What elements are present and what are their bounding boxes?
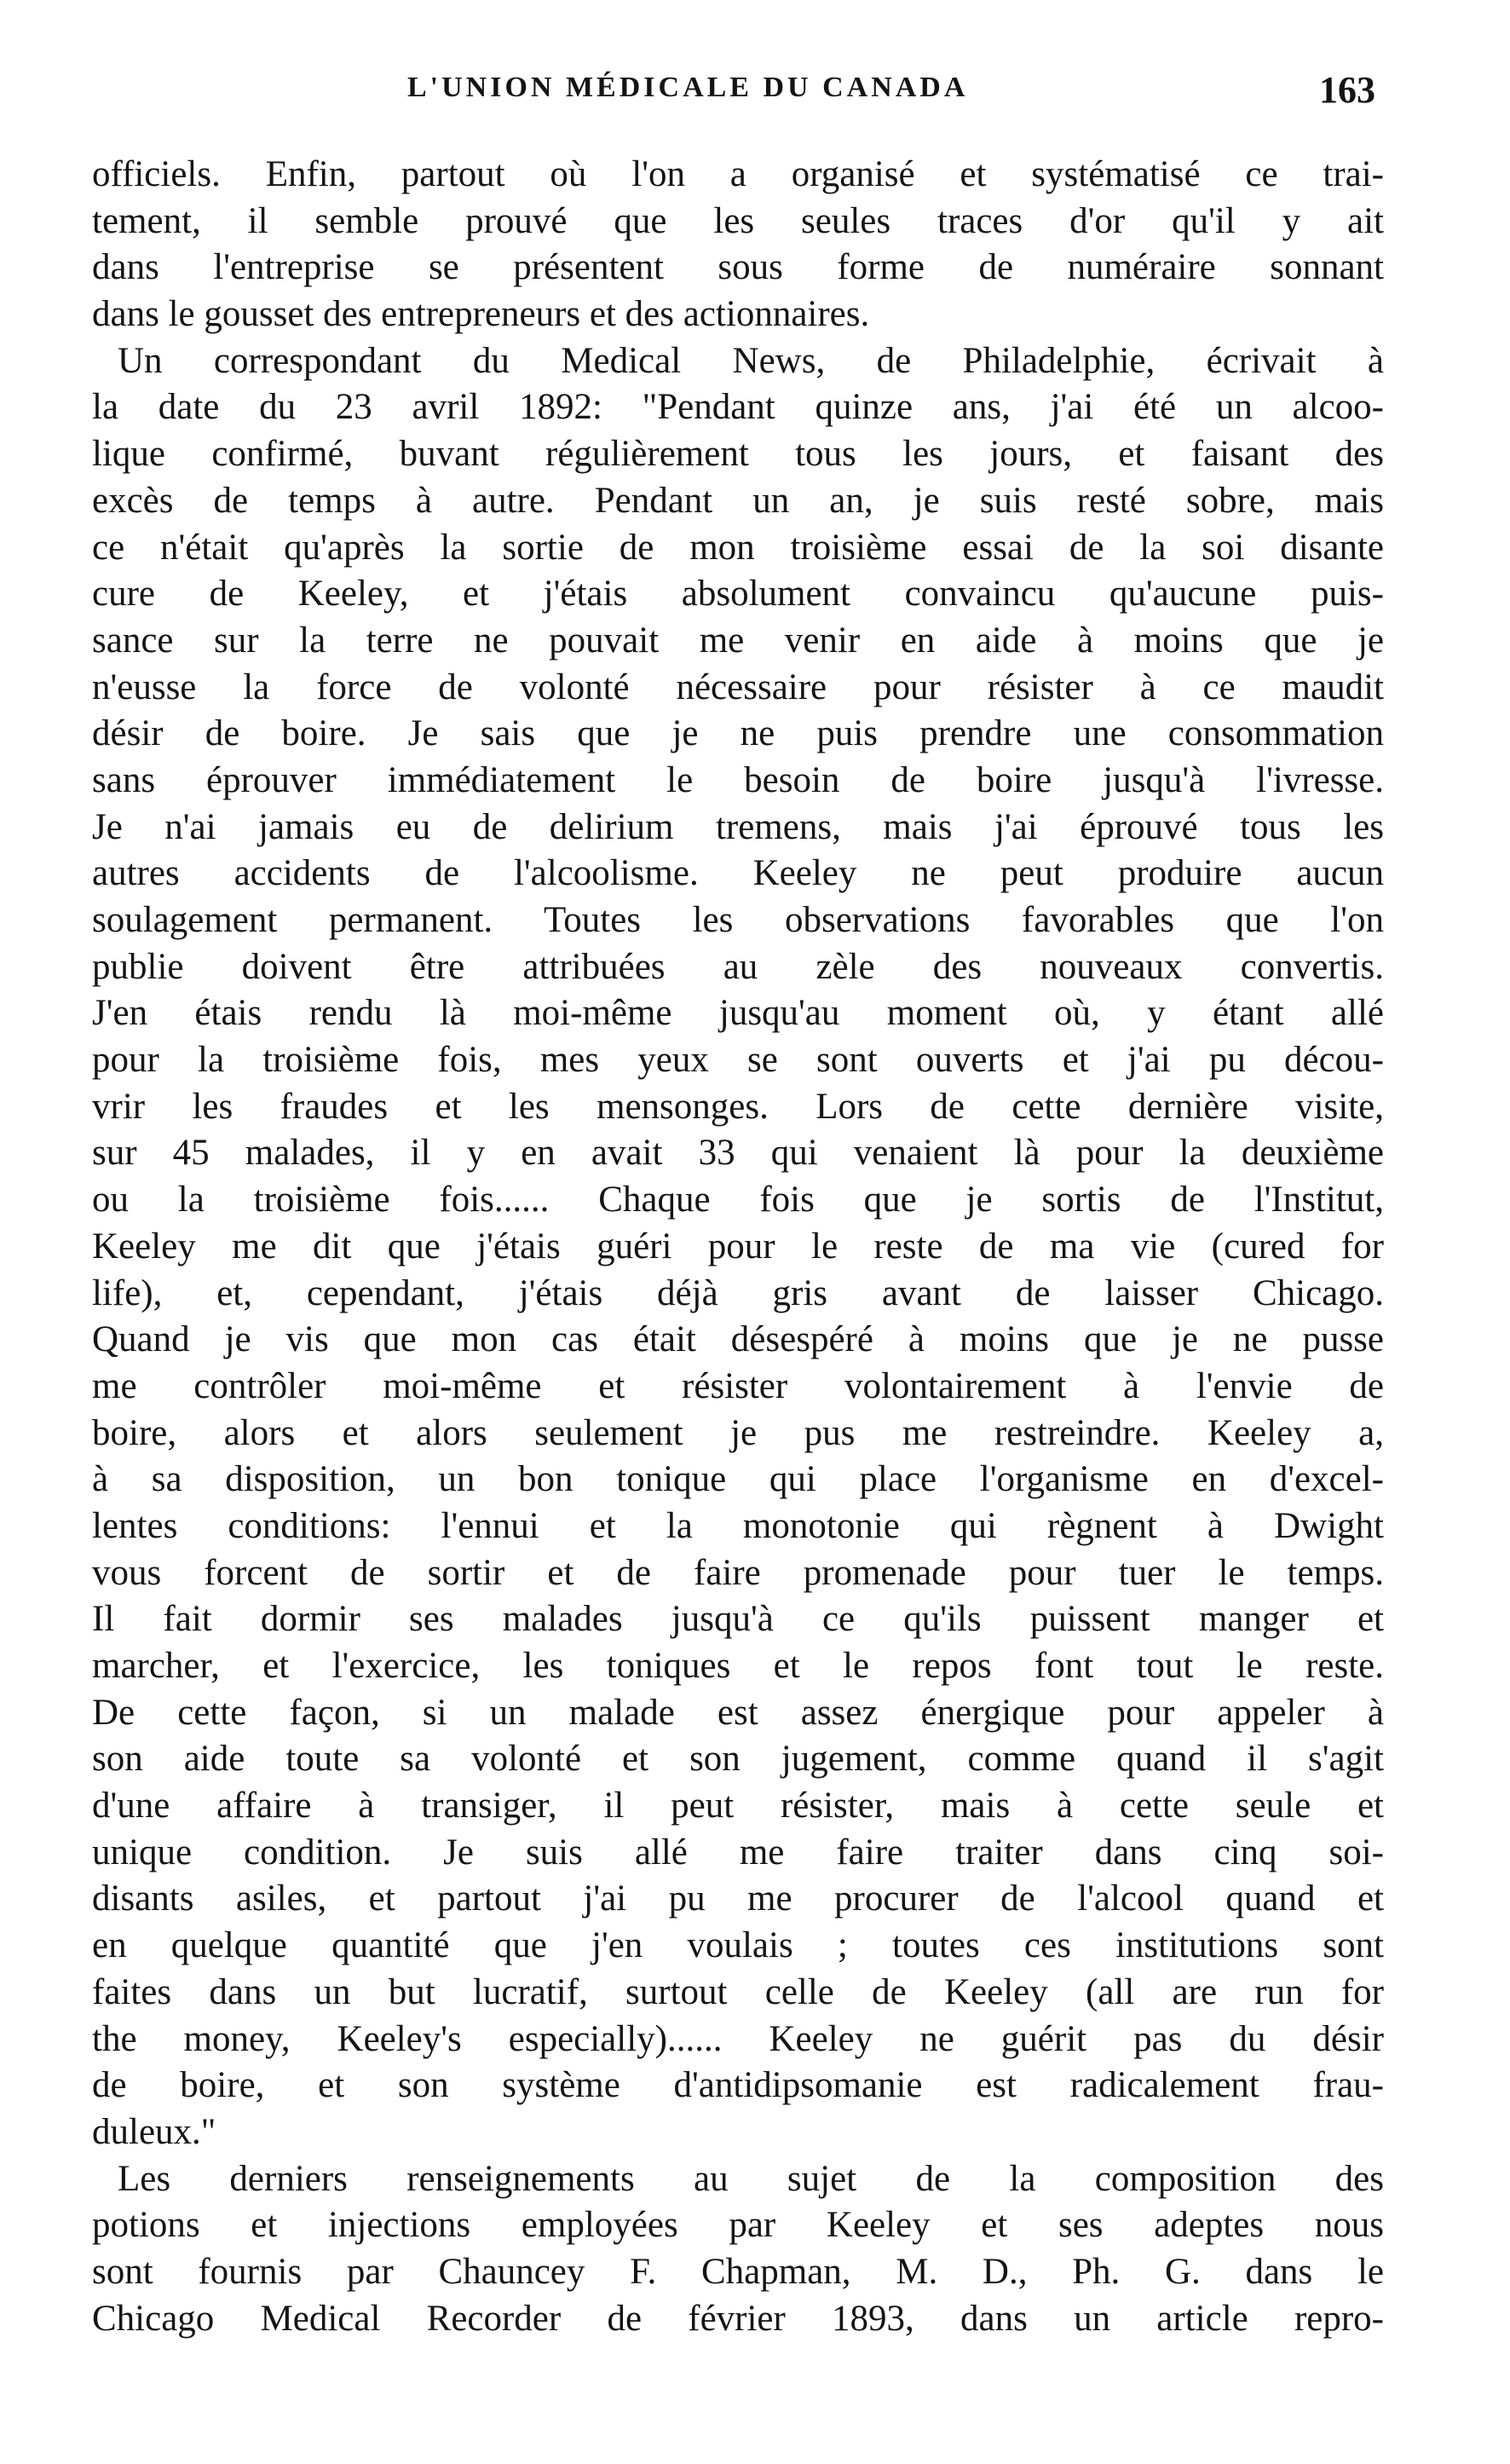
- text-line: la date du 23 avril 1892: "Pendant quinze ans, j'ai été un alcoo-: [92, 387, 1384, 428]
- text-line: publie doivent être attribuées au zèle des nouveaux convertis.: [92, 946, 1384, 987]
- text-line: De cette façon, si un malade est assez énergique pour appeler à: [92, 1692, 1384, 1733]
- text-line: tement, il semble prouvé que les seules traces d'or qu'il y ait: [92, 200, 1384, 241]
- text-line: Il fait dormir ses malades jusqu'à ce qu'ils puissent manger et: [92, 1599, 1384, 1640]
- text-line: en quelque quantité que j'en voulais ; toutes ces institutions sont: [92, 1925, 1384, 1966]
- paragraph-3: [92, 2156, 1384, 2343]
- text-line: boire, alors et alors seulement je pus me restreindre. Keeley a,: [92, 1412, 1384, 1453]
- text-line: n'eusse la force de volonté nécessaire pour résister à ce maudit: [92, 666, 1384, 707]
- text-line: à sa disposition, un bon tonique qui place l'organisme en d'excel-: [92, 1459, 1384, 1500]
- page-number: 163: [1319, 69, 1375, 111]
- text-line: Je n'ai jamais eu de delirium tremens, mais j'ai éprouvé tous les: [92, 806, 1384, 847]
- text-line: me contrôler moi-même et résister volontairement à l'envie de: [92, 1365, 1384, 1406]
- body-text: [92, 152, 1384, 2342]
- text-line: ce n'était qu'après la sortie de mon troisième essai de la soi disante: [92, 527, 1384, 568]
- text-line: faites dans un but lucratif, surtout celle de Keeley (all are run for: [92, 1971, 1384, 2012]
- text-line: autres accidents de l'alcoolisme. Keeley ne peut produire aucun: [92, 853, 1384, 894]
- text-line: Un correspondant du Medical News, de Philadelphie, écrivait à: [118, 340, 1384, 381]
- text-line: dans le gousset des entrepreneurs et des actionnaires.: [92, 294, 870, 335]
- text-line: sans éprouver immédiatement le besoin de boire jusqu'à l'ivresse.: [92, 759, 1384, 800]
- text-line: Les derniers renseignements au sujet de la composition des: [118, 2158, 1384, 2199]
- running-header: [0, 69, 1510, 123]
- text-line: lique confirmé, buvant régulièrement tous les jours, et faisant des: [92, 434, 1384, 475]
- text-line: Keeley me dit que j'étais guéri pour le reste de ma vie (cured for: [92, 1226, 1384, 1267]
- paragraph-1: [92, 152, 1384, 338]
- text-line: life), et, cependant, j'étais déjà gris avant de laisser Chicago.: [92, 1272, 1384, 1313]
- text-line: sont fournis par Chauncey F. Chapman, M. D., Ph. G. dans le: [92, 2251, 1384, 2292]
- text-line: cure de Keeley, et j'étais absolument convaincu qu'aucune puis-: [92, 574, 1384, 615]
- text-line: sur 45 malades, il y en avait 33 qui venaient là pour la deuxième: [92, 1133, 1384, 1174]
- text-line: soulagement permanent. Toutes les observations favorables que l'on: [92, 900, 1384, 940]
- text-line: vrir les fraudes et les mensonges. Lors de cette dernière visite,: [92, 1086, 1384, 1127]
- text-line: sance sur la terre ne pouvait me venir en aide à moins que je: [92, 620, 1384, 661]
- text-line: Quand je vis que mon cas était désespéré à moins que je ne pusse: [92, 1319, 1384, 1360]
- text-line: dans l'entreprise se présentent sous forme de numéraire sonnant: [92, 247, 1384, 288]
- text-line: ou la troisième fois...... Chaque fois que je sortis de l'Institut,: [92, 1180, 1384, 1220]
- text-line: vous forcent de sortir et de faire promenade pour tuer le temps.: [92, 1552, 1384, 1593]
- text-line: the money, Keeley's especially)...... Keeley ne guérit pas du désir: [92, 2018, 1384, 2059]
- text-line: Chicago Medical Recorder de février 1893, dans un article repro-: [92, 2298, 1384, 2339]
- running-title: L'UNION MÉDICALE DU CANADA: [407, 72, 969, 103]
- paragraph-2: [92, 338, 1384, 2156]
- text-line: son aide toute sa volonté et son jugement, comme quand il s'agit: [92, 1739, 1384, 1780]
- text-line: désir de boire. Je sais que je ne puis prendre une consommation: [92, 713, 1384, 754]
- text-line: potions et injections employées par Keeley et ses adeptes nous: [92, 2205, 1384, 2246]
- text-line: duleux.": [92, 2111, 216, 2152]
- text-line: excès de temps à autre. Pendant un an, je suis resté sobre, mais: [92, 480, 1384, 521]
- text-line: marcher, et l'exercice, les toniques et le repos font tout le reste.: [92, 1646, 1384, 1686]
- text-line: officiels. Enfin, partout où l'on a organisé et systématisé ce trai-: [92, 154, 1384, 194]
- text-line: d'une affaire à transiger, il peut résister, mais à cette seule et: [92, 1786, 1384, 1826]
- text-line: lentes conditions: l'ennui et la monotonie qui règnent à Dwight: [92, 1505, 1384, 1546]
- text-line: disants asiles, et partout j'ai pu me procurer de l'alcool quand et: [92, 1878, 1384, 1919]
- text-line: pour la troisième fois, mes yeux se sont ouverts et j'ai pu décou-: [92, 1040, 1384, 1081]
- text-line: unique condition. Je suis allé me faire traiter dans cinq soi-: [92, 1832, 1384, 1873]
- text-line: J'en étais rendu là moi-même jusqu'au moment où, y étant allé: [92, 993, 1384, 1034]
- text-line: de boire, et son système d'antidipsomanie est radicalement frau-: [92, 2065, 1384, 2106]
